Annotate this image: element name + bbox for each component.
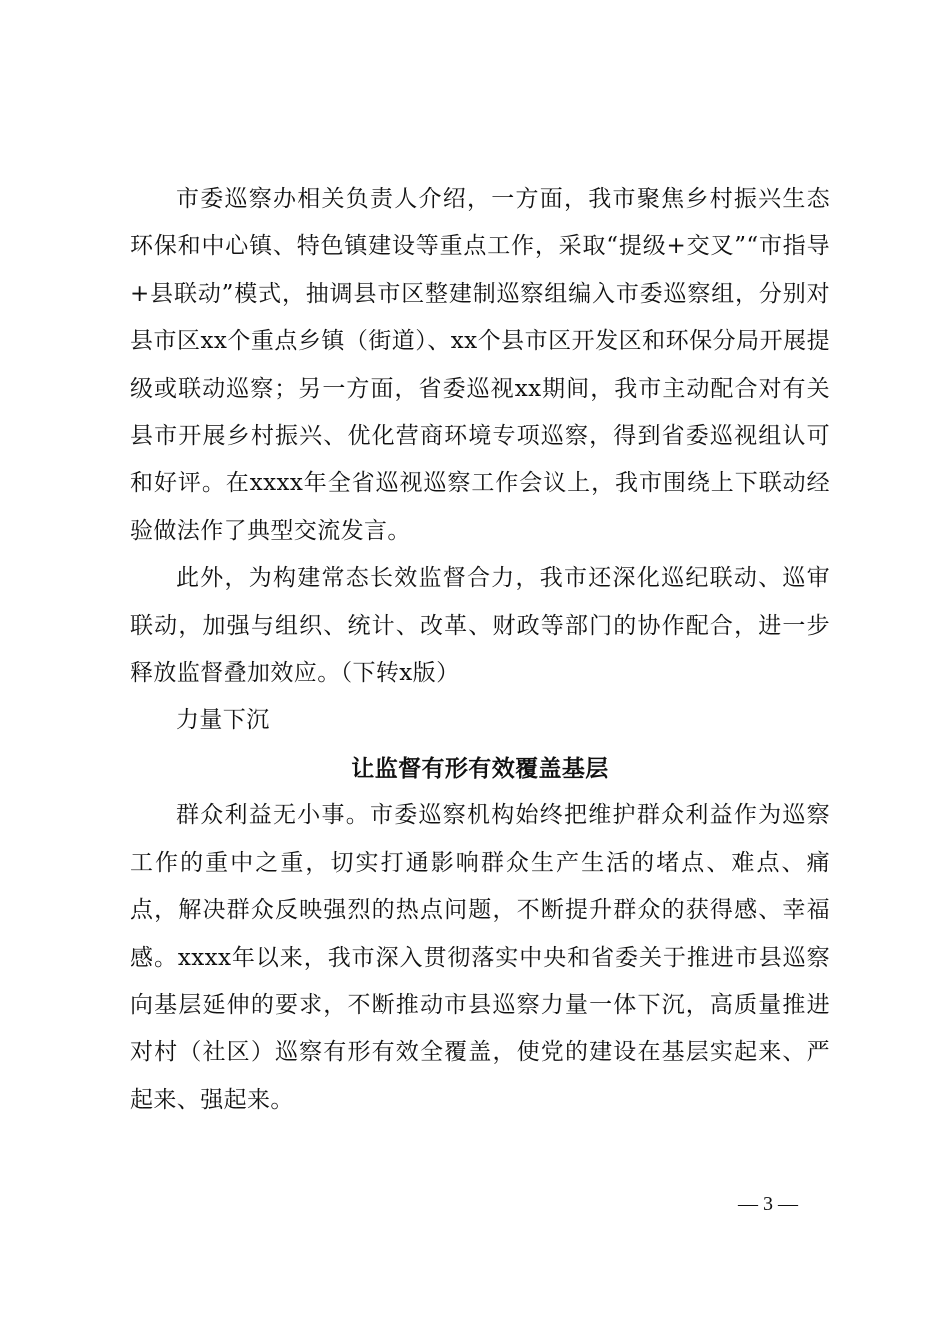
page-number: — 3 — [738, 1193, 798, 1215]
section-title: 让监督有形有效覆盖基层 [351, 754, 609, 782]
paragraph-inspection-intro: 市委巡察办相关负责人介绍，一方面，我市聚焦乡村振兴生态环保和中心镇、特色镇建设等重点工作，采取“提级+交叉”“市指导+县联动”模式，抽调县市区整建制巡察组编入市委巡察组，分别对县市区xx个重点乡镇（街道）、xx个县市区开发区和环保分局开展提级或联动巡察；另一方面，省委巡视xx期间，我市主动配合对有关县市开展乡村振兴、优化营商环境专项巡察，得到省委巡视组认可和好评。在xxxx年全省巡视巡察工作会议上，我市围绕上下联动经验做法作了典型交流发言。 [130, 186, 830, 544]
paragraph-supervision-synergy: 此外，为构建常态长效监督合力，我市还深化巡纪联动、巡审联动，加强与组织、统计、改革、财政等部门的协作配合，进一步释放监督叠加效应。（下转x版） [130, 565, 830, 687]
document-body [130, 176, 830, 1124]
section-label: 力量下沉 [176, 707, 270, 734]
paragraph-grassroots: 群众利益无小事。市委巡察机构始终把维护群众利益作为巡察工作的重中之重，切实打通影响群众生产生活的堵点、难点、痛点，解决群众反映强烈的热点问题，不断提升群众的获得感、幸福感。xxxx年以来，我市深入贯彻落实中央和省委关于推进市县巡察向基层延伸的要求，不断推动市县巡察力量一体下沉，高质量推进对村（社区）巡察有形有效全覆盖，使党的建设在基层实起来、严起来、强起来。 [130, 802, 830, 1113]
